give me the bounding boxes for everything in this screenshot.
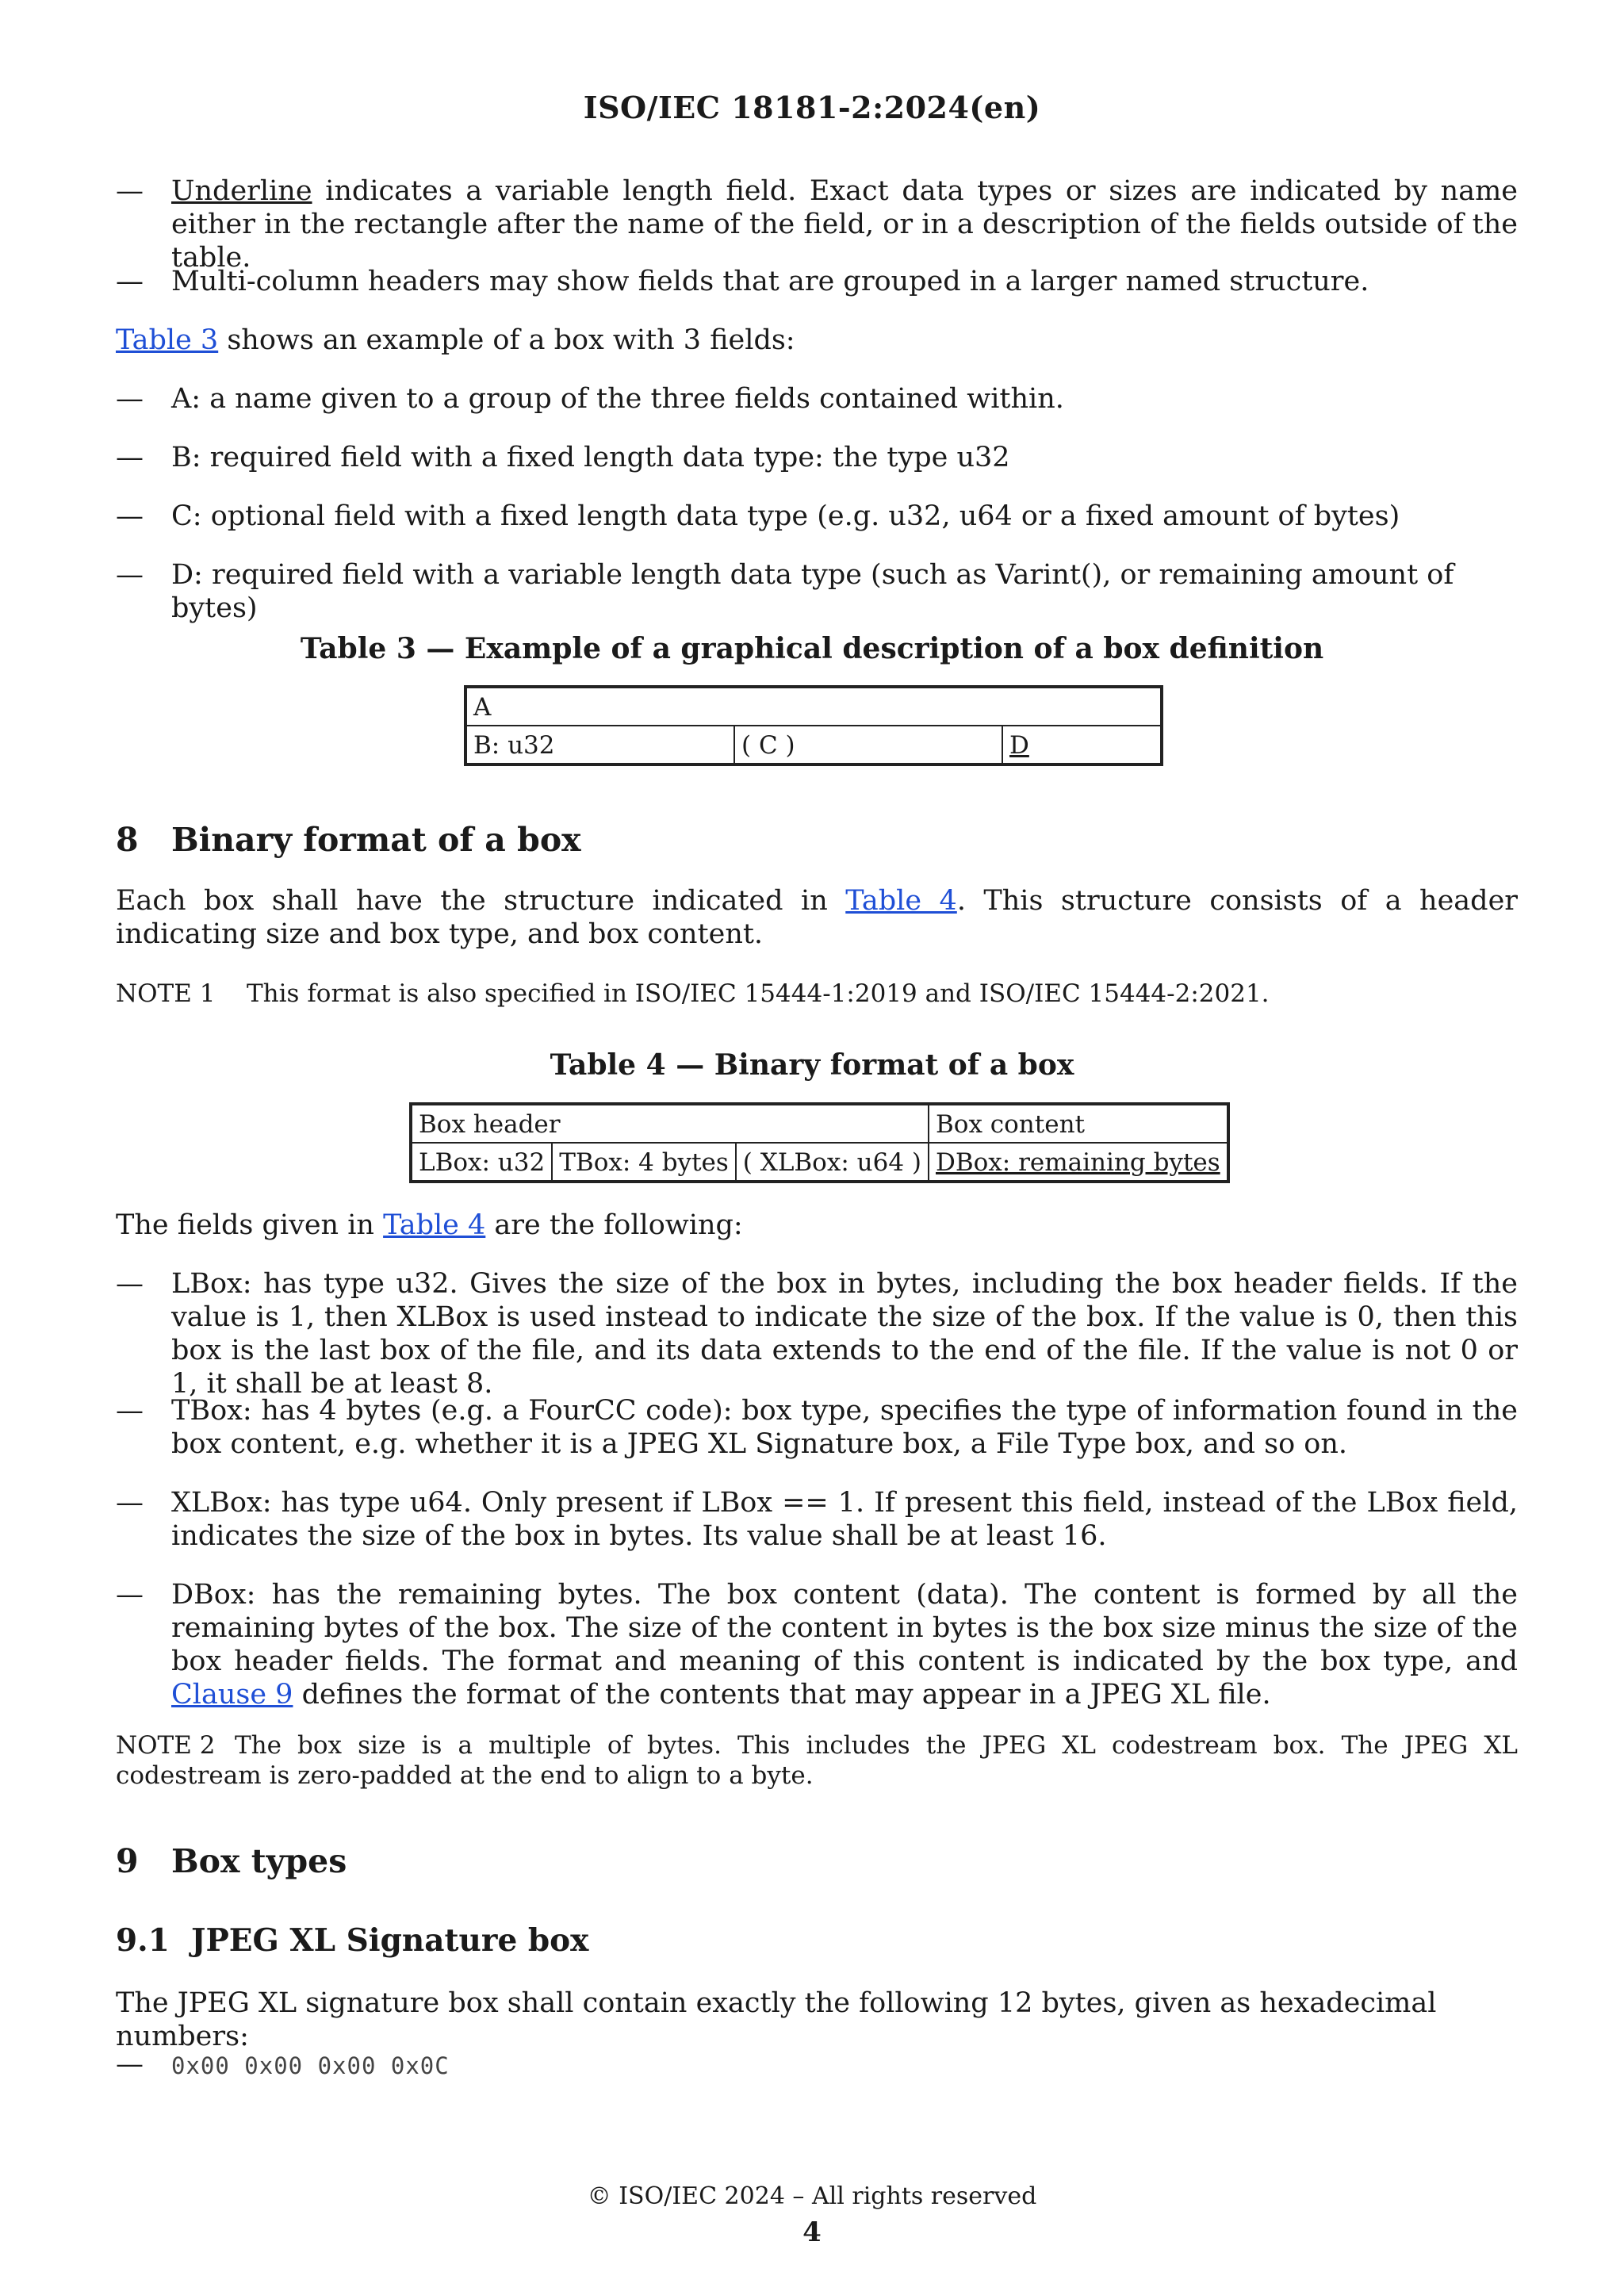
section-9-1-paragraph: The JPEG XL signature box shall contain exactly the following 12 bytes, given as hexadecimal numbers:	[116, 1987, 1437, 2052]
table4	[409, 1102, 1230, 1183]
list-dash: —	[116, 1395, 144, 1427]
note-1: NOTE 1 This format is also specified in ISO/IEC 15444-1:2019 and ISO/IEC 15444-2:2021.	[116, 979, 1270, 1008]
list-dash: —	[116, 559, 144, 591]
table-row	[411, 1104, 1228, 1143]
list-dash: —	[116, 442, 144, 473]
footer-copyright: © ISO/IEC 2024 – All rights reserved	[587, 2182, 1037, 2210]
list-dash: —	[116, 266, 144, 297]
list-item-field-c: C: optional field with a fixed length data type (e.g. u32, u64 or a fixed amount of bytes)	[171, 500, 1400, 532]
list-item-xlbox: XLBox: has type u64. Only present if LBox == 1. If present this field, instead of the LBox field, indicates the size of the box in bytes. Its value shall be at least 16.	[171, 1487, 1518, 1552]
list-dash: —	[116, 1487, 144, 1519]
table4-cell-xlbox: ( XLBox: u64 )	[736, 1143, 929, 1182]
table3-cell-b: B: u32	[465, 726, 734, 764]
section-8-heading: 8 Binary format of a box	[116, 821, 581, 859]
list-item-field-d: D: required field with a variable length data type (such as Varint(), or remaining amount of bytes)	[171, 559, 1454, 624]
page-number: 4	[802, 2216, 822, 2248]
table4-link[interactable]: Table 4	[845, 885, 957, 917]
list-dash: —	[116, 1579, 144, 1611]
document-header-title: ISO/IEC 18181-2:2024(en)	[583, 90, 1041, 125]
list-item-text: indicates a variable length field. Exact data types or sizes are indicated by name either in the rectangle after the name of the field, or in a description of the fields outside of the table.	[171, 175, 1518, 274]
list-item-multicolumn: Multi-column headers may show fields that are grouped in a larger named structure.	[171, 266, 1369, 297]
list-item-dbox: DBox: has the remaining bytes. The box content (data). The content is formed by all the remaining bytes of the box. The size of the content in bytes is the box size minus the size of the box header fields. The format and meaning of this content is indicated by the box type, and Clause 9 defines the format of the contents that may appear in a JPEG XL file.	[171, 1579, 1518, 1711]
table-row	[465, 726, 1162, 764]
list-dash: —	[116, 175, 144, 207]
table-row	[465, 687, 1162, 726]
table3-cell-a: A	[465, 687, 1162, 726]
section-9-1-heading: 9.1 JPEG XL Signature box	[116, 1922, 589, 1959]
list-item-field-a: A: a name given to a group of the three fields contained within.	[171, 383, 1064, 415]
list-dash: —	[116, 1268, 144, 1300]
section-8-paragraph: Each box shall have the structure indicated in Table 4. This structure consists of a header indicating size and box type, and box content.	[116, 885, 1519, 950]
list-dash: —	[116, 500, 144, 532]
table3-caption: Table 3 — Example of a graphical description of a box definition	[300, 632, 1324, 665]
table3-cell-d: D	[1002, 726, 1162, 764]
list-item-lbox: LBox: has type u32. Gives the size of the box in bytes, including the box header fields. If the value is 1, then XLBox is used instead to indicate the size of the box. If the value is 0, then this box is the last box of the file, and its data extends to the end of the file. If the value is not 0 or 1, it shall be at least 8.	[171, 1268, 1518, 1400]
table4-box-content: Box content	[929, 1104, 1228, 1143]
signature-bytes: 0x00 0x00 0x00 0x0C	[171, 2052, 450, 2079]
section-9-heading: 9 Box types	[116, 1842, 347, 1880]
table4-cell-tbox: TBox: 4 bytes	[552, 1143, 736, 1182]
note-2: NOTE 2 The box size is a multiple of bytes. This includes the JPEG XL codestream box. The JPEG XL codestream is zero-padded at the end to align to a byte.	[116, 1731, 1518, 1790]
table3-cell-c: ( C )	[734, 726, 1002, 764]
table4-caption: Table 4 — Binary format of a box	[550, 1048, 1074, 1082]
list-item-underline	[171, 174, 1518, 274]
table4-cell-dbox: DBox: remaining bytes	[929, 1143, 1228, 1182]
fields-intro-paragraph: The fields given in Table 4 are the following:	[116, 1209, 743, 1241]
table3-intro-paragraph: Table 3 shows an example of a box with 3 fields:	[116, 324, 795, 356]
clause9-link[interactable]: Clause 9	[171, 1679, 293, 1711]
table3-link[interactable]: Table 3	[116, 324, 219, 356]
list-dash: —	[116, 2048, 144, 2080]
table4-box-header: Box header	[411, 1104, 929, 1143]
table3	[464, 685, 1163, 766]
table4-cell-lbox: LBox: u32	[411, 1143, 552, 1182]
underline-word: Underline	[171, 175, 312, 207]
table4-link[interactable]: Table 4	[383, 1209, 486, 1241]
table-row	[411, 1143, 1228, 1182]
list-item-tbox: TBox: has 4 bytes (e.g. a FourCC code): box type, specifies the type of information found in the box content, e.g. whether it is a JPEG XL Signature box, a File Type box, and so on.	[171, 1395, 1518, 1460]
list-item-field-b: B: required field with a fixed length data type: the type u32	[171, 442, 1010, 473]
list-dash: —	[116, 383, 144, 415]
